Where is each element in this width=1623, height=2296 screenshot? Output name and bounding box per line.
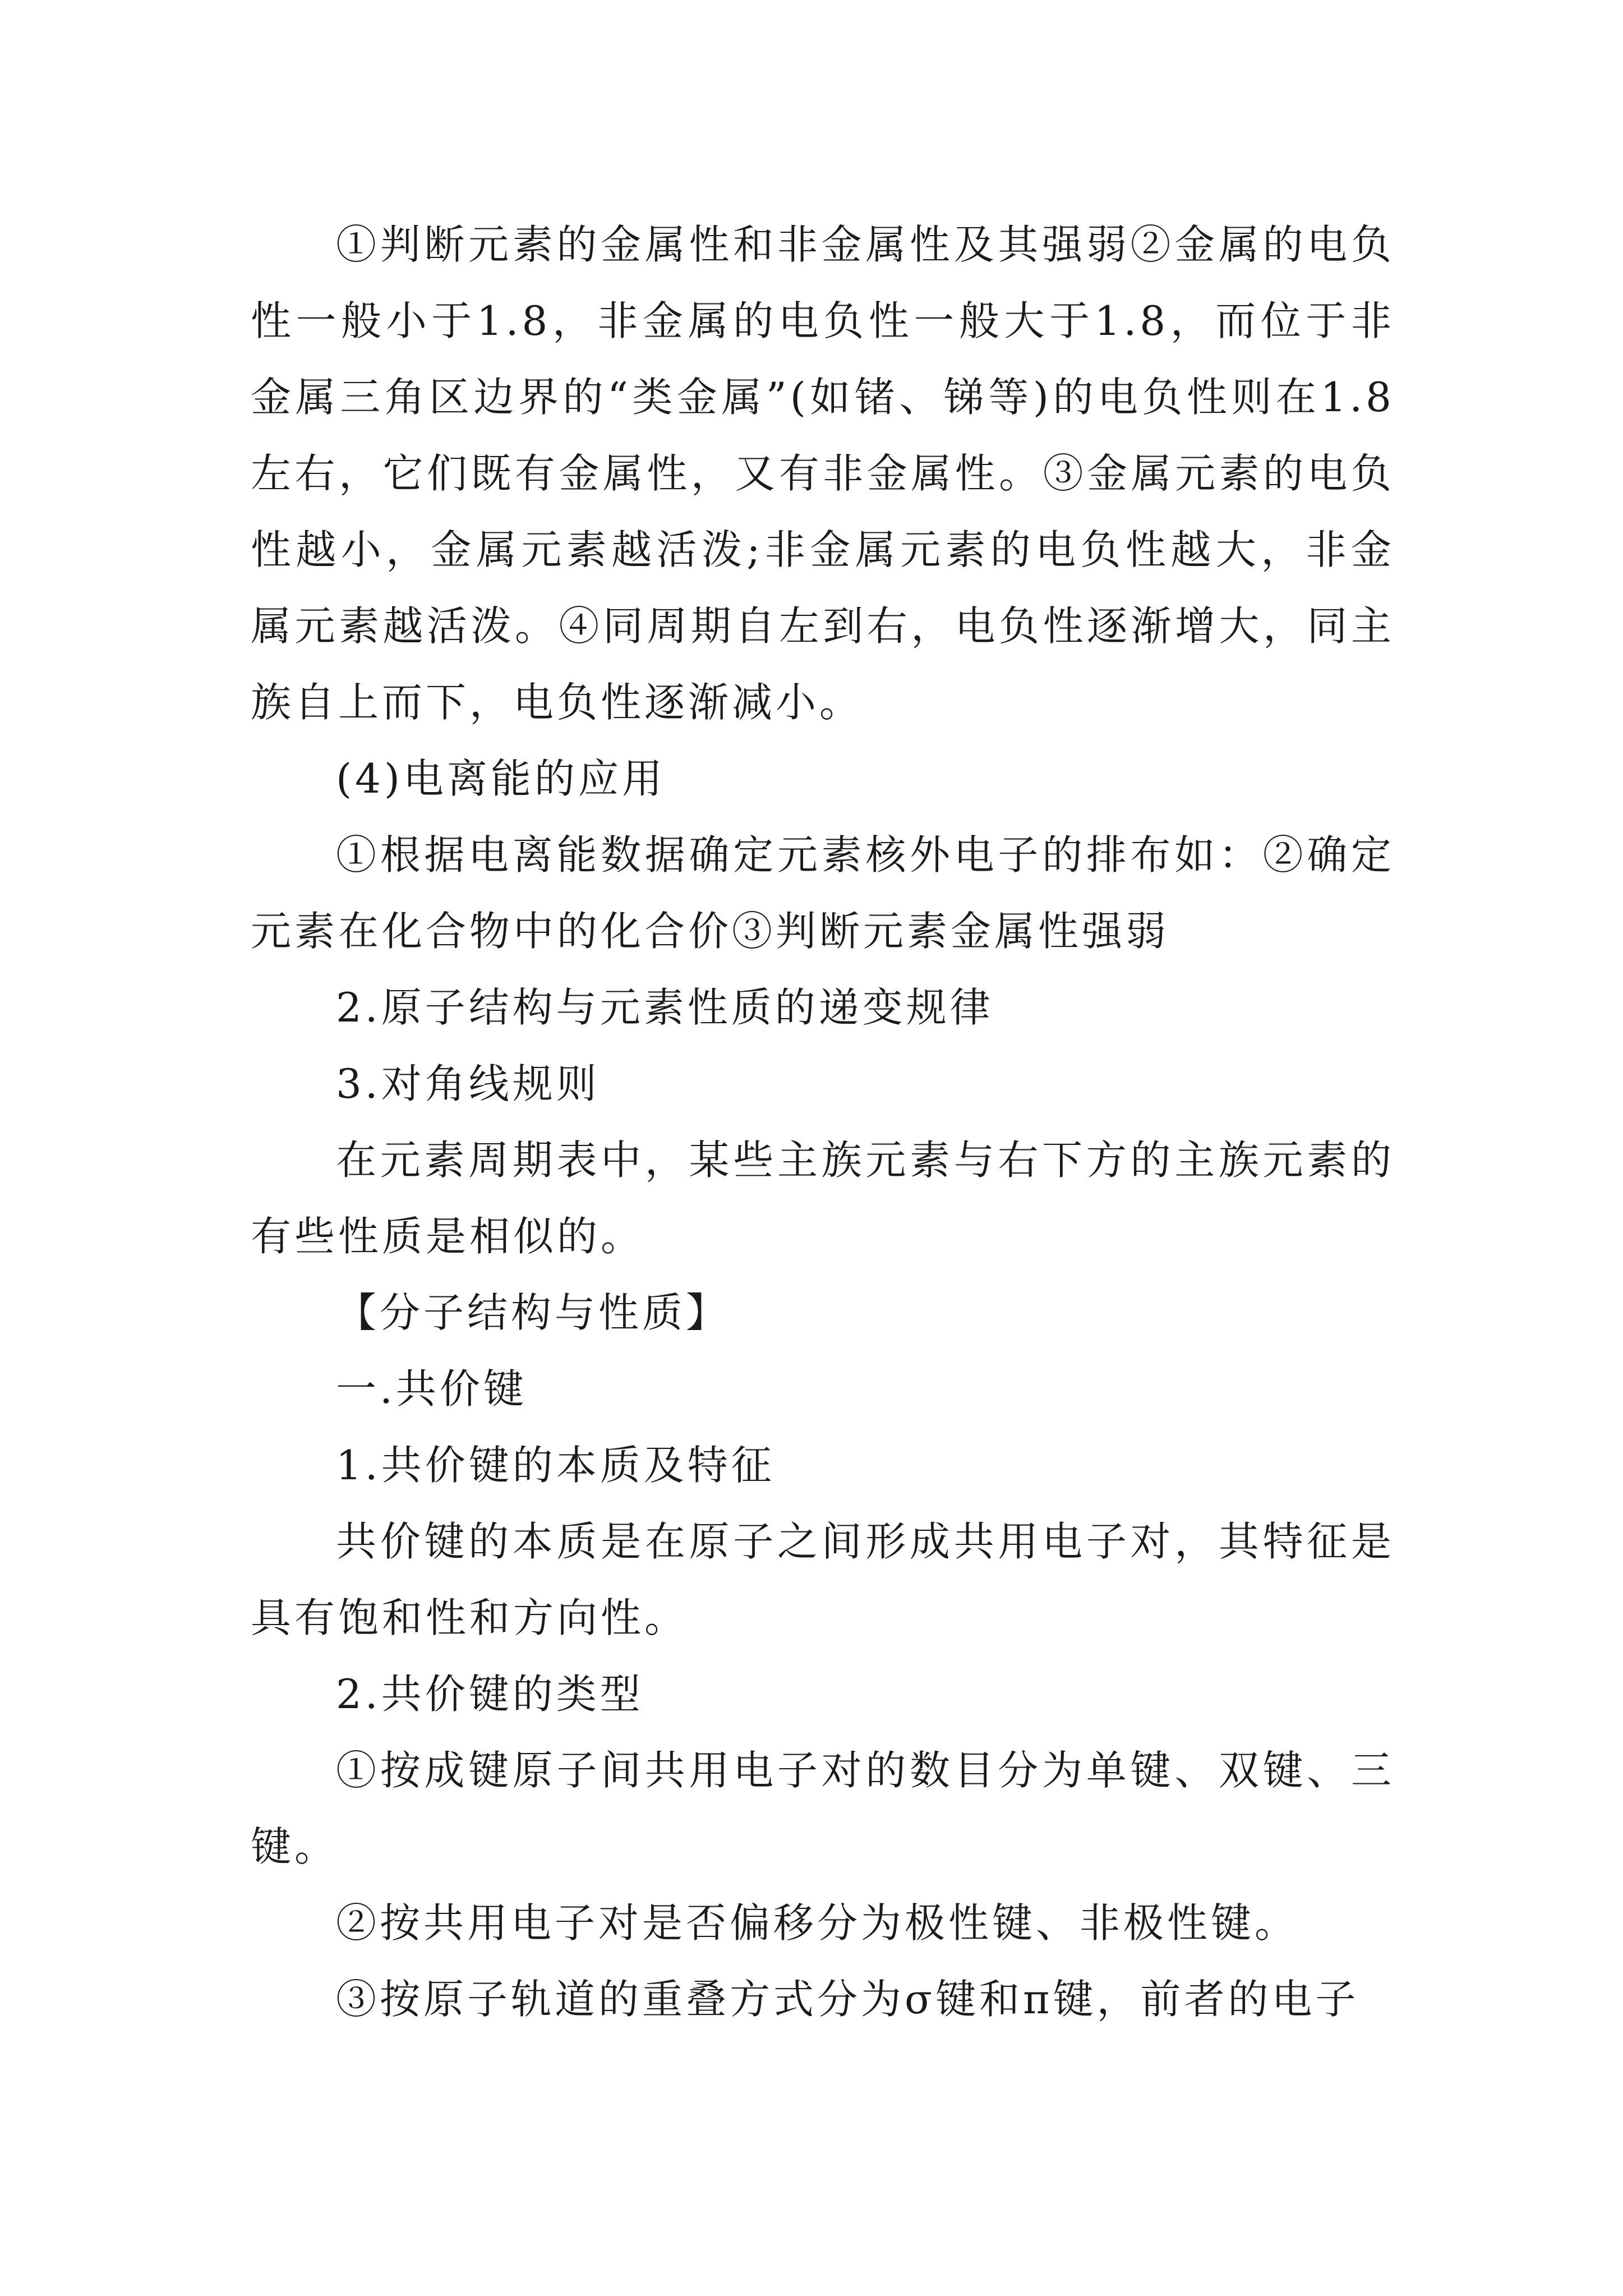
heading-periodic-trends: 2.原子结构与元素性质的递变规律 — [336, 984, 994, 1031]
heading-ionization-energy-application: (4)电离能的应用 — [336, 755, 666, 802]
paragraph-diagonal-rule: 在元素周期表中，某些主族元素与右下方的主族元素的有些性质是相似的。 — [251, 1137, 1395, 1260]
paragraph-bond-polarity: ②按共用电子对是否偏移分为极性键、非极性键。 — [336, 1899, 1299, 1947]
paragraph-electronegativity: ①判断元素的金属性和非金属性及其强弱②金属的电负性一般小于1.8，非金属的电负性一般大于1.8，而位于非金属三角区边界的“类金属”(如锗、锑等)的电负性则在1.8左右，它们既有金属性，又有非金属性。③金属元素的电负性越小，金属元素越活泼;非金属元素的电负性越大，非金属元素越活泼。④同周期自左到右，电负性逐渐增大，同主族自上而下，电负性逐渐减小。 — [251, 221, 1395, 726]
paragraph-ionization-energy: ①根据电离能数据确定元素核外电子的排布如：②确定元素在化合物中的化合价③判断元素金属性强弱 — [251, 831, 1395, 955]
paragraph-bond-multiplicity: ①按成键原子间共用电子对的数目分为单键、双键、三键。 — [251, 1747, 1395, 1870]
paragraph-orbital-overlap: ③按原子轨道的重叠方式分为σ键和π键，前者的电子 — [336, 1976, 1359, 2023]
section-title-molecular-structure: 【分子结构与性质】 — [336, 1289, 730, 1336]
heading-covalent-bond: 一.共价键 — [336, 1365, 527, 1412]
document-body — [251, 206, 1395, 2037]
heading-covalent-nature: 1.共价键的本质及特征 — [336, 1442, 775, 1489]
heading-covalent-types: 2.共价键的类型 — [336, 1671, 644, 1718]
heading-diagonal-rule: 3.对角线规则 — [336, 1060, 600, 1107]
paragraph-covalent-nature: 共价键的本质是在原子之间形成共用电子对，其特征是具有饱和性和方向性。 — [251, 1518, 1395, 1641]
